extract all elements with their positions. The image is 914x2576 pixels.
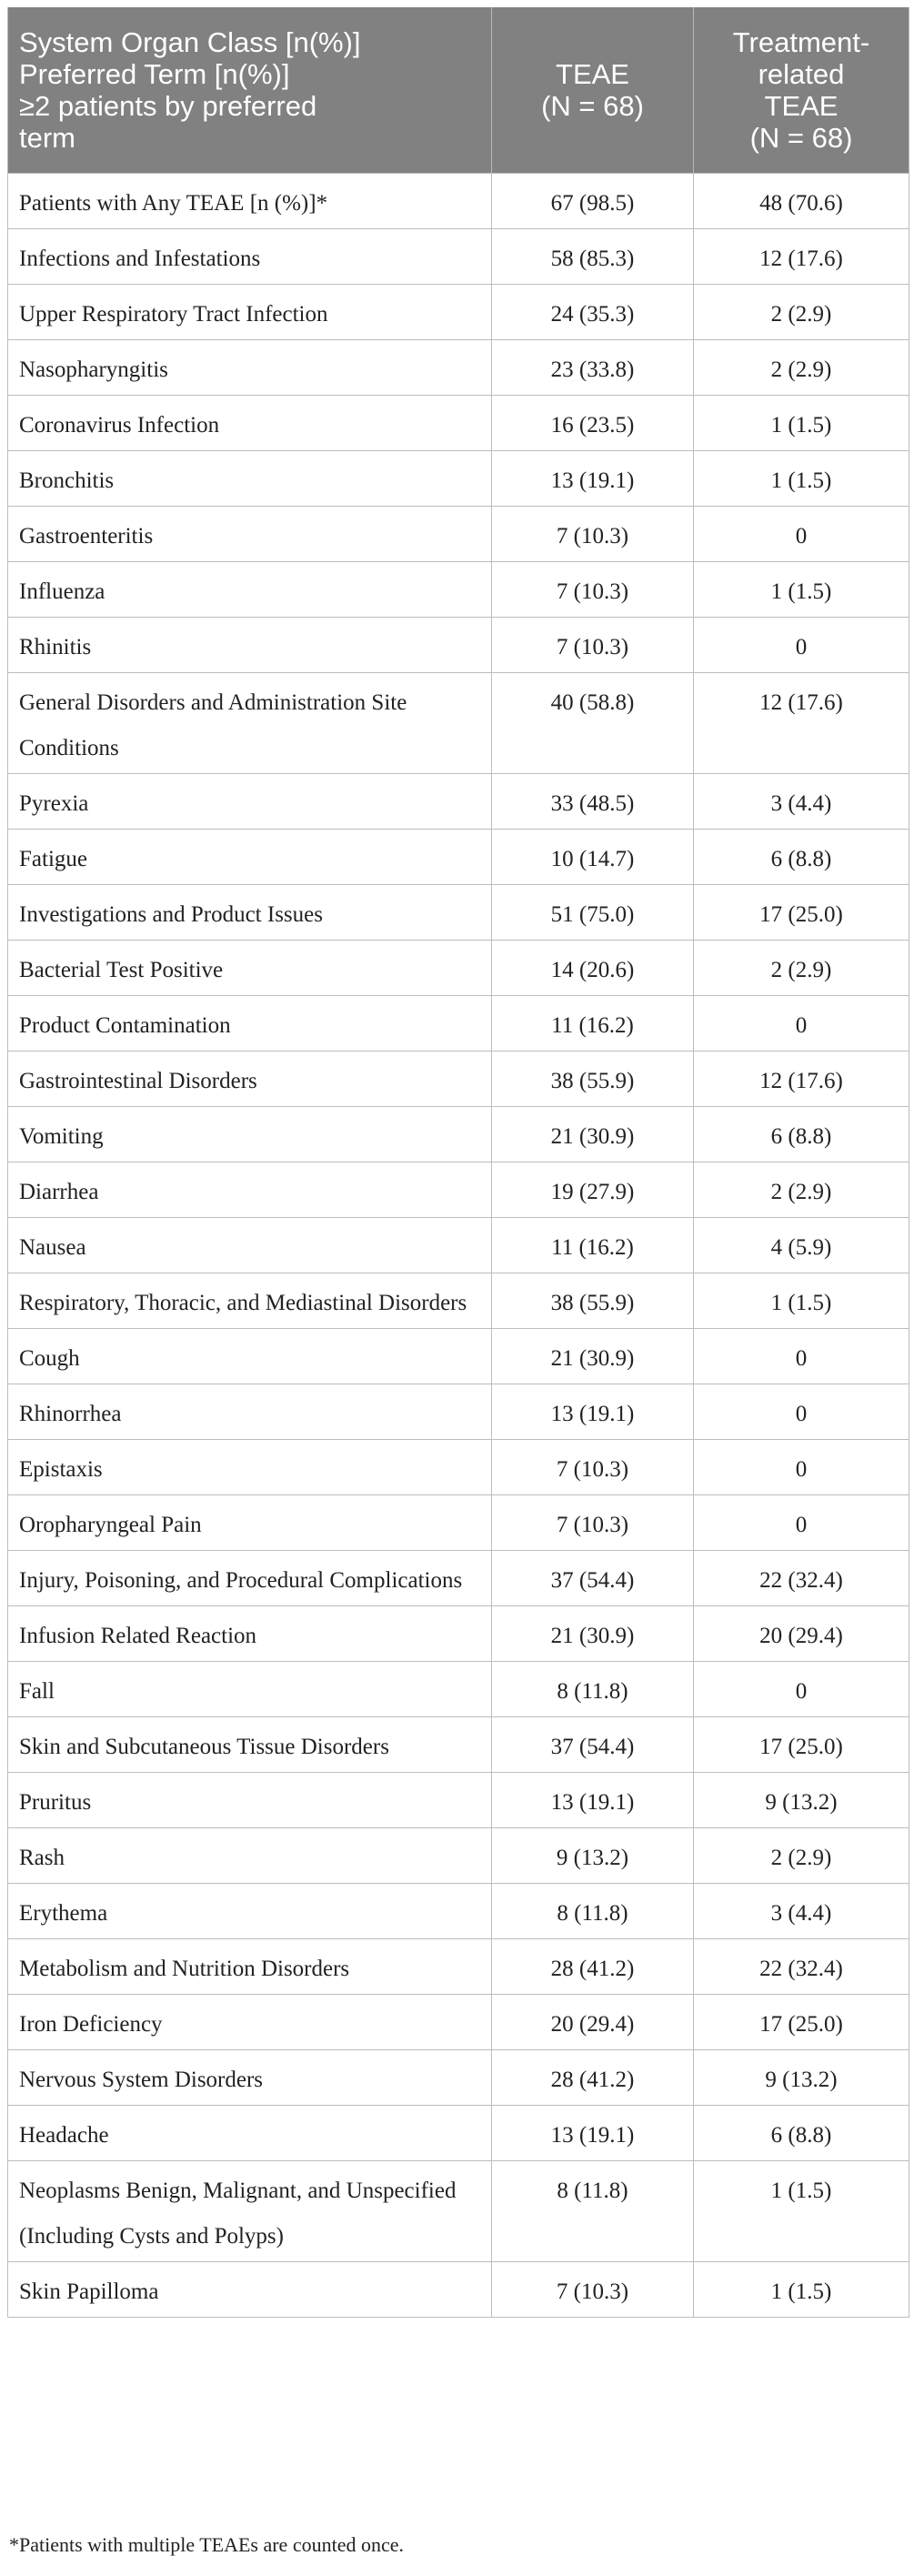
- table-row: [8, 1273, 909, 1328]
- table-row: [8, 940, 909, 995]
- header-line: ≥2 patients by preferred: [19, 89, 317, 122]
- term-cell: Nasopharyngitis: [8, 339, 492, 395]
- header-line: TEAE: [764, 89, 839, 122]
- term-cell: Iron Deficiency: [8, 1994, 492, 2049]
- term-cell: Coronavirus Infection: [8, 395, 492, 450]
- table-row: [8, 995, 909, 1051]
- table-row: [8, 1494, 909, 1550]
- teae-cell: 20 (29.4): [492, 1994, 694, 2049]
- header-teae: [492, 7, 694, 173]
- term-cell: Influenza: [8, 561, 492, 617]
- treatment-related-cell: 0: [694, 1439, 909, 1494]
- treatment-related-cell: 1 (1.5): [694, 395, 909, 450]
- term-cell: Fatigue: [8, 829, 492, 884]
- treatment-related-cell: 22 (32.4): [694, 1550, 909, 1605]
- term-cell: Oropharyngeal Pain: [8, 1494, 492, 1550]
- header-line: Treatment-: [732, 25, 870, 58]
- table-row: [8, 617, 909, 672]
- treatment-related-cell: 2 (2.9): [694, 339, 909, 395]
- treatment-related-cell: 9 (13.2): [694, 2049, 909, 2105]
- term-cell: Skin and Subcutaneous Tissue Disorders: [8, 1716, 492, 1772]
- treatment-related-cell: 17 (25.0): [694, 1994, 909, 2049]
- table-row: [8, 395, 909, 450]
- header-line: TEAE: [556, 57, 629, 90]
- treatment-related-cell: 1 (1.5): [694, 2160, 909, 2261]
- teae-cell: 37 (54.4): [492, 1716, 694, 1772]
- term-cell: Bacterial Test Positive: [8, 940, 492, 995]
- treatment-related-cell: 0: [694, 1494, 909, 1550]
- table-row: [8, 2261, 909, 2317]
- header-line: related: [758, 57, 845, 90]
- teae-cell: 40 (58.8): [492, 672, 694, 773]
- treatment-related-cell: 6 (8.8): [694, 1106, 909, 1162]
- header-line: (N = 68): [541, 89, 644, 122]
- term-cell: Vomiting: [8, 1106, 492, 1162]
- table-row: [8, 773, 909, 829]
- table-row: [8, 1716, 909, 1772]
- teae-cell: 7 (10.3): [492, 506, 694, 561]
- teae-cell: 11 (16.2): [492, 995, 694, 1051]
- table-row: [8, 1605, 909, 1661]
- teae-cell: 11 (16.2): [492, 1217, 694, 1273]
- table-row: [8, 506, 909, 561]
- table-header-row: [8, 7, 909, 173]
- teae-cell: 14 (20.6): [492, 940, 694, 995]
- treatment-related-cell: 1 (1.5): [694, 561, 909, 617]
- treatment-related-cell: 1 (1.5): [694, 2261, 909, 2317]
- treatment-related-cell: 12 (17.6): [694, 228, 909, 284]
- term-cell: Investigations and Product Issues: [8, 884, 492, 940]
- teae-cell: 7 (10.3): [492, 1494, 694, 1550]
- table-row: [8, 450, 909, 506]
- treatment-related-cell: 3 (4.4): [694, 1883, 909, 1938]
- treatment-related-cell: 0: [694, 617, 909, 672]
- table-row: [8, 672, 909, 773]
- treatment-related-cell: 6 (8.8): [694, 2105, 909, 2160]
- teae-cell: 9 (13.2): [492, 1827, 694, 1883]
- table-row: [8, 1550, 909, 1605]
- teae-cell: 23 (33.8): [492, 339, 694, 395]
- term-cell: Nervous System Disorders: [8, 2049, 492, 2105]
- teae-cell: 24 (35.3): [492, 284, 694, 339]
- term-cell: Erythema: [8, 1883, 492, 1938]
- table-row: [8, 1106, 909, 1162]
- term-cell: Skin Papilloma: [8, 2261, 492, 2317]
- table-row: [8, 1439, 909, 1494]
- table-row: [8, 1772, 909, 1827]
- table-row: [8, 561, 909, 617]
- term-cell: Nausea: [8, 1217, 492, 1273]
- header-system-organ-class: [8, 7, 492, 173]
- table-row: [8, 1384, 909, 1439]
- teae-cell: 38 (55.9): [492, 1273, 694, 1328]
- treatment-related-cell: 3 (4.4): [694, 773, 909, 829]
- table-row: [8, 1883, 909, 1938]
- treatment-related-cell: 2 (2.9): [694, 940, 909, 995]
- teae-cell: 13 (19.1): [492, 1772, 694, 1827]
- treatment-related-cell: 0: [694, 1661, 909, 1716]
- table-row: [8, 2105, 909, 2160]
- treatment-related-cell: 1 (1.5): [694, 1273, 909, 1328]
- teae-cell: 8 (11.8): [492, 2160, 694, 2261]
- term-cell: Rhinorrhea: [8, 1384, 492, 1439]
- table-row: [8, 173, 909, 228]
- teae-cell: 37 (54.4): [492, 1550, 694, 1605]
- table-footnote: *Patients with multiple TEAEs are counted once.: [9, 2533, 404, 2556]
- header-line: System Organ Class [n(%)]: [19, 25, 361, 58]
- table-row: [8, 339, 909, 395]
- treatment-related-cell: 17 (25.0): [694, 1716, 909, 1772]
- teae-cell: 8 (11.8): [492, 1883, 694, 1938]
- treatment-related-cell: 6 (8.8): [694, 829, 909, 884]
- treatment-related-cell: 22 (32.4): [694, 1938, 909, 1994]
- treatment-related-cell: 2 (2.9): [694, 284, 909, 339]
- table-row: [8, 1162, 909, 1217]
- teae-cell: 19 (27.9): [492, 1162, 694, 1217]
- treatment-related-cell: 2 (2.9): [694, 1827, 909, 1883]
- treatment-related-cell: 4 (5.9): [694, 1217, 909, 1273]
- table-row: [8, 2049, 909, 2105]
- treatment-related-cell: 48 (70.6): [694, 173, 909, 228]
- term-cell: Gastrointestinal Disorders: [8, 1051, 492, 1106]
- teae-cell: 28 (41.2): [492, 2049, 694, 2105]
- teae-cell: 13 (19.1): [492, 450, 694, 506]
- teae-table: [7, 7, 909, 2318]
- teae-cell: 67 (98.5): [492, 173, 694, 228]
- table-row: [8, 884, 909, 940]
- table-row: [8, 1994, 909, 2049]
- term-cell: Product Contamination: [8, 995, 492, 1051]
- teae-cell: 7 (10.3): [492, 1439, 694, 1494]
- table-row: [8, 1217, 909, 1273]
- table-row: [8, 2160, 909, 2261]
- term-cell: General Disorders and Administration Site Conditions: [8, 672, 492, 773]
- term-cell: Injury, Poisoning, and Procedural Complications: [8, 1550, 492, 1605]
- treatment-related-cell: 1 (1.5): [694, 450, 909, 506]
- term-cell: Epistaxis: [8, 1439, 492, 1494]
- term-cell: Rhinitis: [8, 617, 492, 672]
- header-line: (N = 68): [749, 121, 853, 154]
- treatment-related-cell: 2 (2.9): [694, 1162, 909, 1217]
- teae-cell: 7 (10.3): [492, 617, 694, 672]
- treatment-related-cell: 0: [694, 995, 909, 1051]
- teae-cell: 10 (14.7): [492, 829, 694, 884]
- table-row: [8, 1827, 909, 1883]
- table-row: [8, 228, 909, 284]
- teae-cell: 13 (19.1): [492, 1384, 694, 1439]
- teae-cell: 8 (11.8): [492, 1661, 694, 1716]
- table-row: [8, 1051, 909, 1106]
- table-row: [8, 1328, 909, 1384]
- term-cell: Cough: [8, 1328, 492, 1384]
- treatment-related-cell: 0: [694, 1328, 909, 1384]
- teae-cell: 38 (55.9): [492, 1051, 694, 1106]
- teae-cell: 21 (30.9): [492, 1106, 694, 1162]
- term-cell: Infusion Related Reaction: [8, 1605, 492, 1661]
- table-row: [8, 1661, 909, 1716]
- table-row: [8, 1938, 909, 1994]
- term-cell: Infections and Infestations: [8, 228, 492, 284]
- term-cell: Respiratory, Thoracic, and Mediastinal Disorders: [8, 1273, 492, 1328]
- teae-cell: 51 (75.0): [492, 884, 694, 940]
- term-cell: Patients with Any TEAE [n (%)]*: [8, 173, 492, 228]
- term-cell: Headache: [8, 2105, 492, 2160]
- treatment-related-cell: 20 (29.4): [694, 1605, 909, 1661]
- teae-cell: 21 (30.9): [492, 1328, 694, 1384]
- term-cell: Rash: [8, 1827, 492, 1883]
- term-cell: Bronchitis: [8, 450, 492, 506]
- term-cell: Metabolism and Nutrition Disorders: [8, 1938, 492, 1994]
- header-treatment-related-teae: [694, 7, 909, 173]
- teae-cell: 13 (19.1): [492, 2105, 694, 2160]
- treatment-related-cell: 0: [694, 1384, 909, 1439]
- teae-cell: 28 (41.2): [492, 1938, 694, 1994]
- term-cell: Neoplasms Benign, Malignant, and Unspecified (Including Cysts and Polyps): [8, 2160, 492, 2261]
- table-row: [8, 829, 909, 884]
- treatment-related-cell: 9 (13.2): [694, 1772, 909, 1827]
- table-row: [8, 284, 909, 339]
- term-cell: Pruritus: [8, 1772, 492, 1827]
- term-cell: Diarrhea: [8, 1162, 492, 1217]
- treatment-related-cell: 12 (17.6): [694, 672, 909, 773]
- header-line: term: [19, 121, 75, 154]
- treatment-related-cell: 0: [694, 506, 909, 561]
- term-cell: Upper Respiratory Tract Infection: [8, 284, 492, 339]
- treatment-related-cell: 17 (25.0): [694, 884, 909, 940]
- teae-cell: 7 (10.3): [492, 2261, 694, 2317]
- teae-cell: 58 (85.3): [492, 228, 694, 284]
- teae-cell: 33 (48.5): [492, 773, 694, 829]
- term-cell: Gastroenteritis: [8, 506, 492, 561]
- treatment-related-cell: 12 (17.6): [694, 1051, 909, 1106]
- header-line: Preferred Term [n(%)]: [19, 57, 290, 90]
- teae-cell: 21 (30.9): [492, 1605, 694, 1661]
- teae-cell: 16 (23.5): [492, 395, 694, 450]
- teae-cell: 7 (10.3): [492, 561, 694, 617]
- term-cell: Pyrexia: [8, 773, 492, 829]
- term-cell: Fall: [8, 1661, 492, 1716]
